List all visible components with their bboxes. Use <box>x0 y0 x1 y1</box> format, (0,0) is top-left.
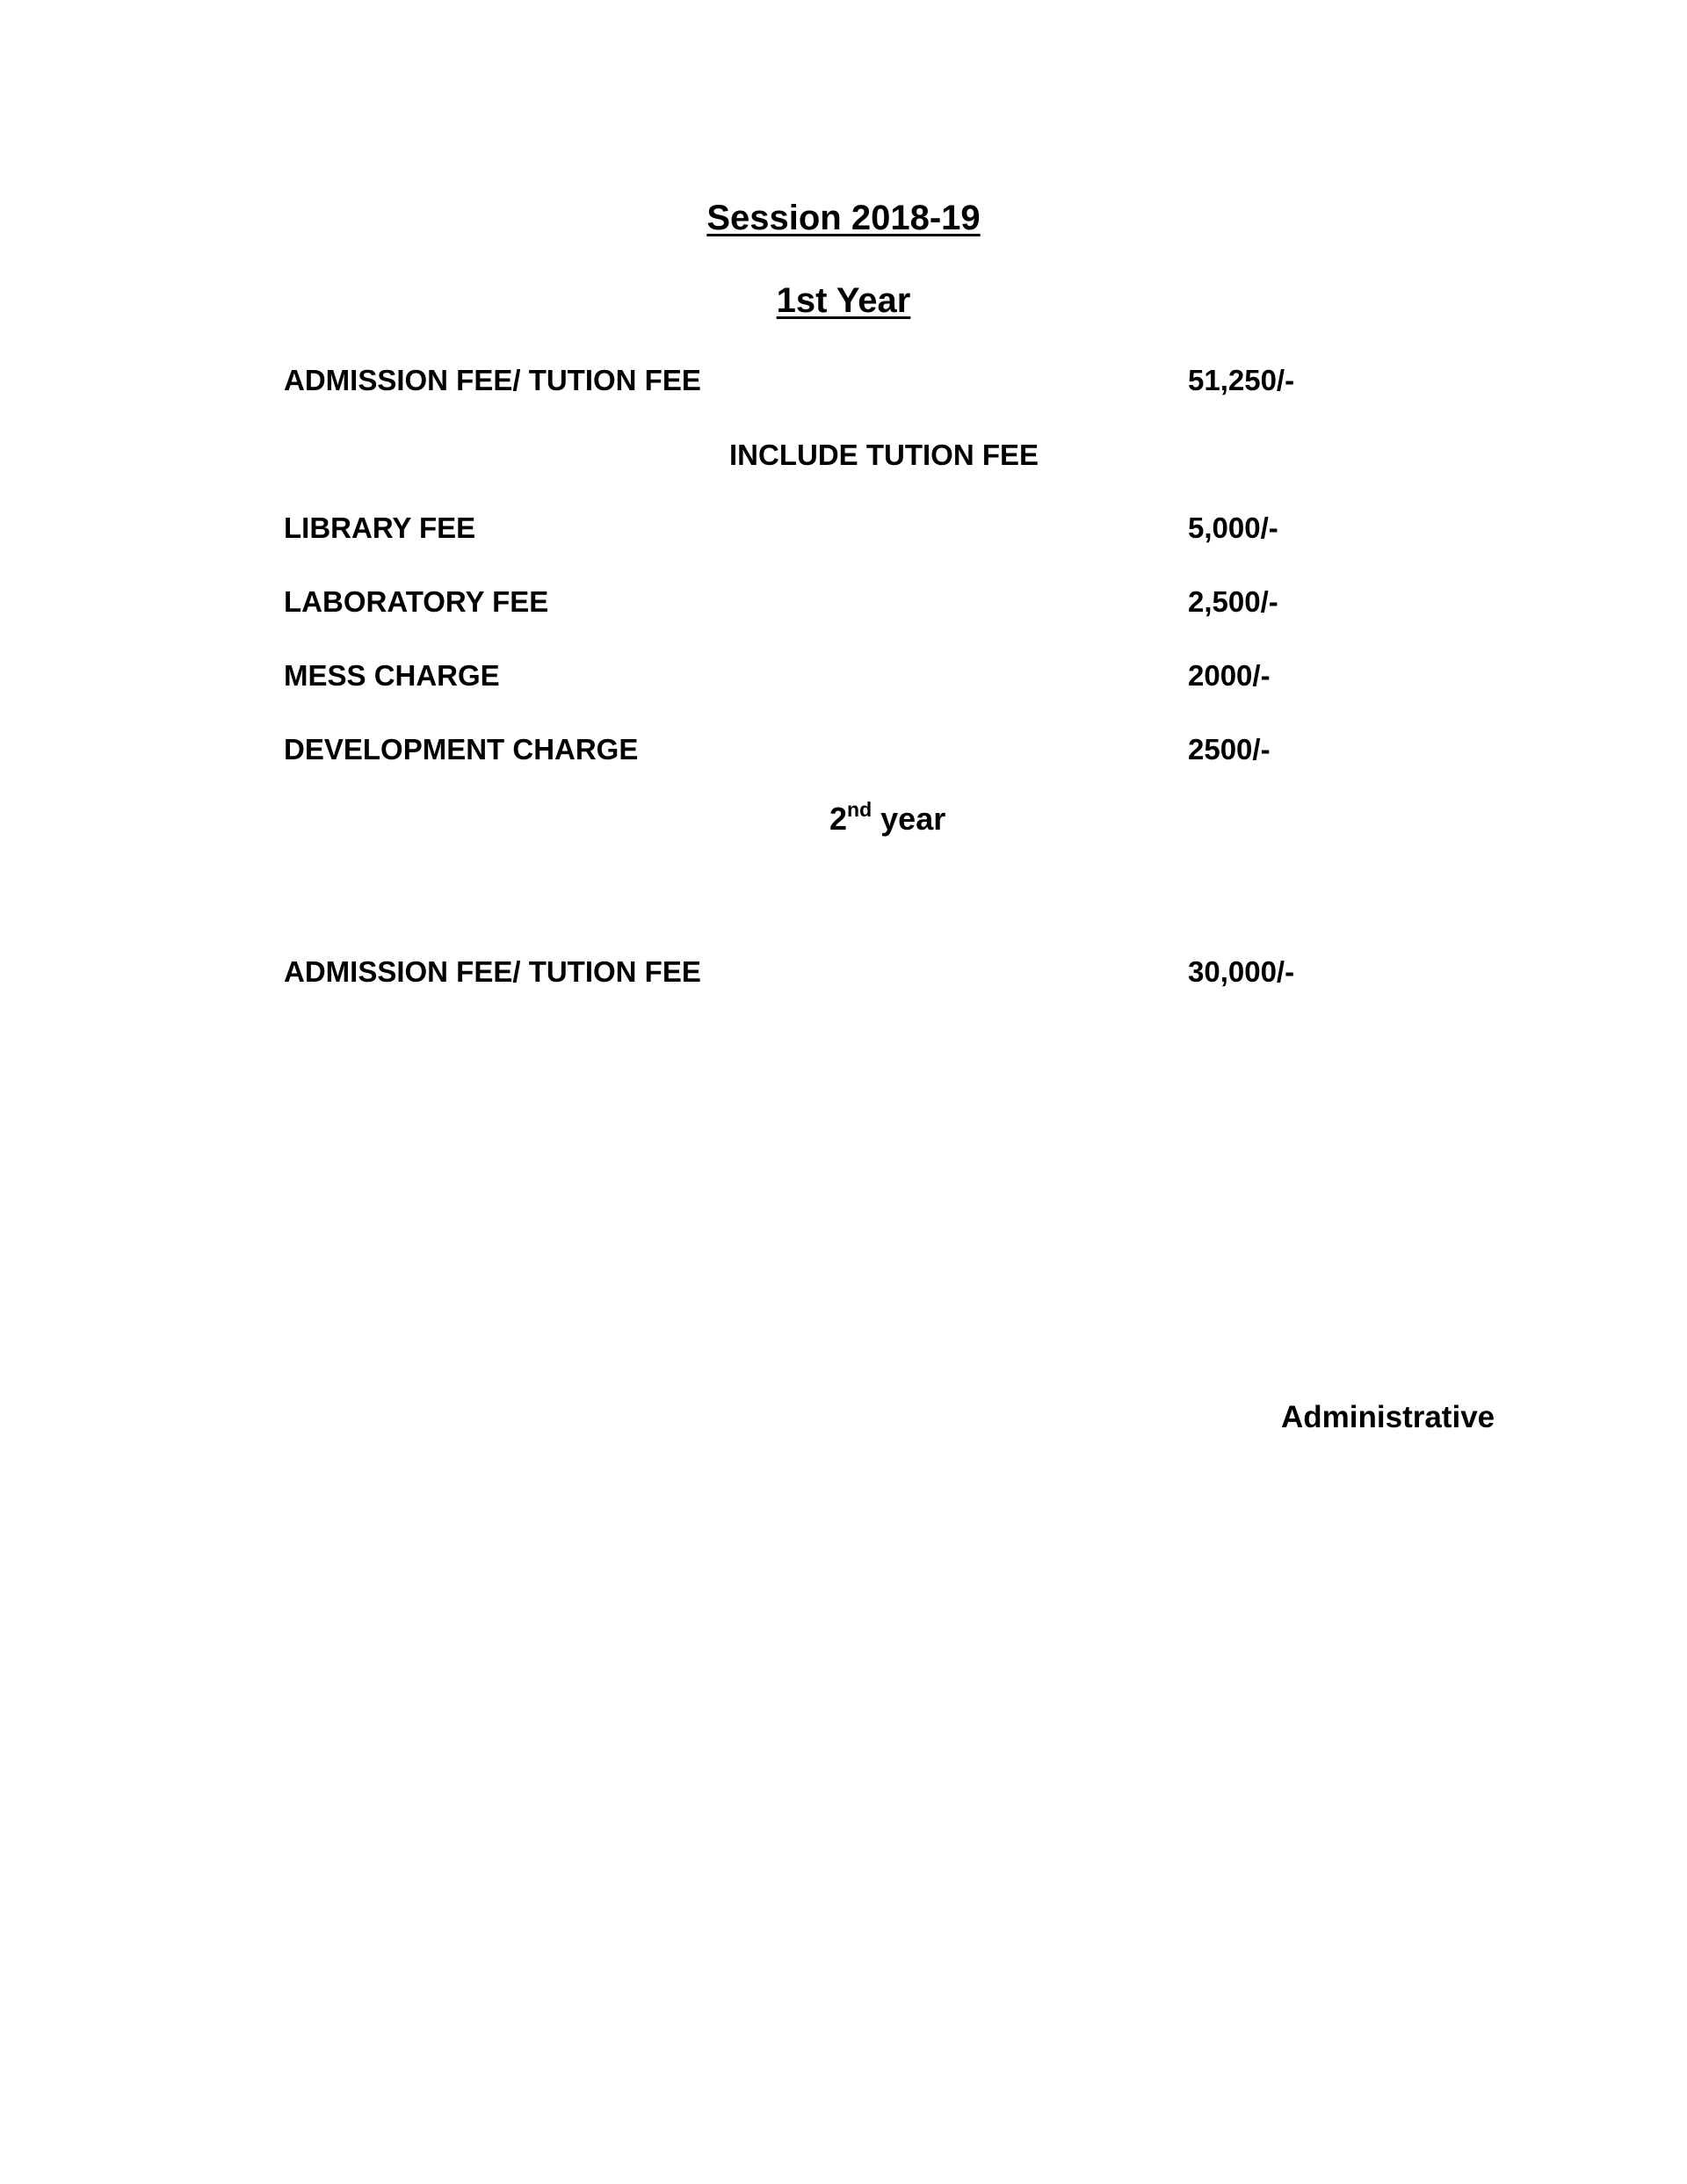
fee-amount: 2500/- <box>1188 733 1271 765</box>
fee-row-development-charge <box>0 732 1687 767</box>
session-title: Session 2018-19 <box>706 199 981 237</box>
signature-administrative: Administrative <box>1281 1400 1495 1434</box>
fee-row-admission-second-year <box>0 954 1687 990</box>
fee-label: MESS CHARGE <box>284 659 500 692</box>
second-year-number: 2 <box>829 801 848 837</box>
include-tution-fee-note: INCLUDE TUTION FEE <box>729 439 1039 471</box>
fee-row-laboratory <box>0 584 1687 620</box>
second-year-word: year <box>880 801 946 837</box>
fee-label: LABORATORY FEE <box>284 585 549 618</box>
fee-amount: 2000/- <box>1188 659 1271 692</box>
fee-row-mess-charge <box>0 658 1687 693</box>
first-year-heading: 1st Year <box>776 281 911 320</box>
fee-amount: 30,000/- <box>1188 955 1295 988</box>
fee-amount: 2,500/- <box>1188 585 1278 618</box>
fee-amount: 51,250/- <box>1188 364 1295 396</box>
fee-row-admission-first-year <box>0 363 1687 398</box>
fee-row-library <box>0 511 1687 546</box>
fee-amount: 5,000/- <box>1188 512 1278 544</box>
second-year-ordinal-suffix: nd <box>847 798 872 821</box>
fee-label: ADMISSION FEE/ TUTION FEE <box>284 955 701 988</box>
second-year-heading <box>829 800 945 838</box>
fee-label: LIBRARY FEE <box>284 512 476 544</box>
fee-label: ADMISSION FEE/ TUTION FEE <box>284 364 701 396</box>
fee-label: DEVELOPMENT CHARGE <box>284 733 639 765</box>
